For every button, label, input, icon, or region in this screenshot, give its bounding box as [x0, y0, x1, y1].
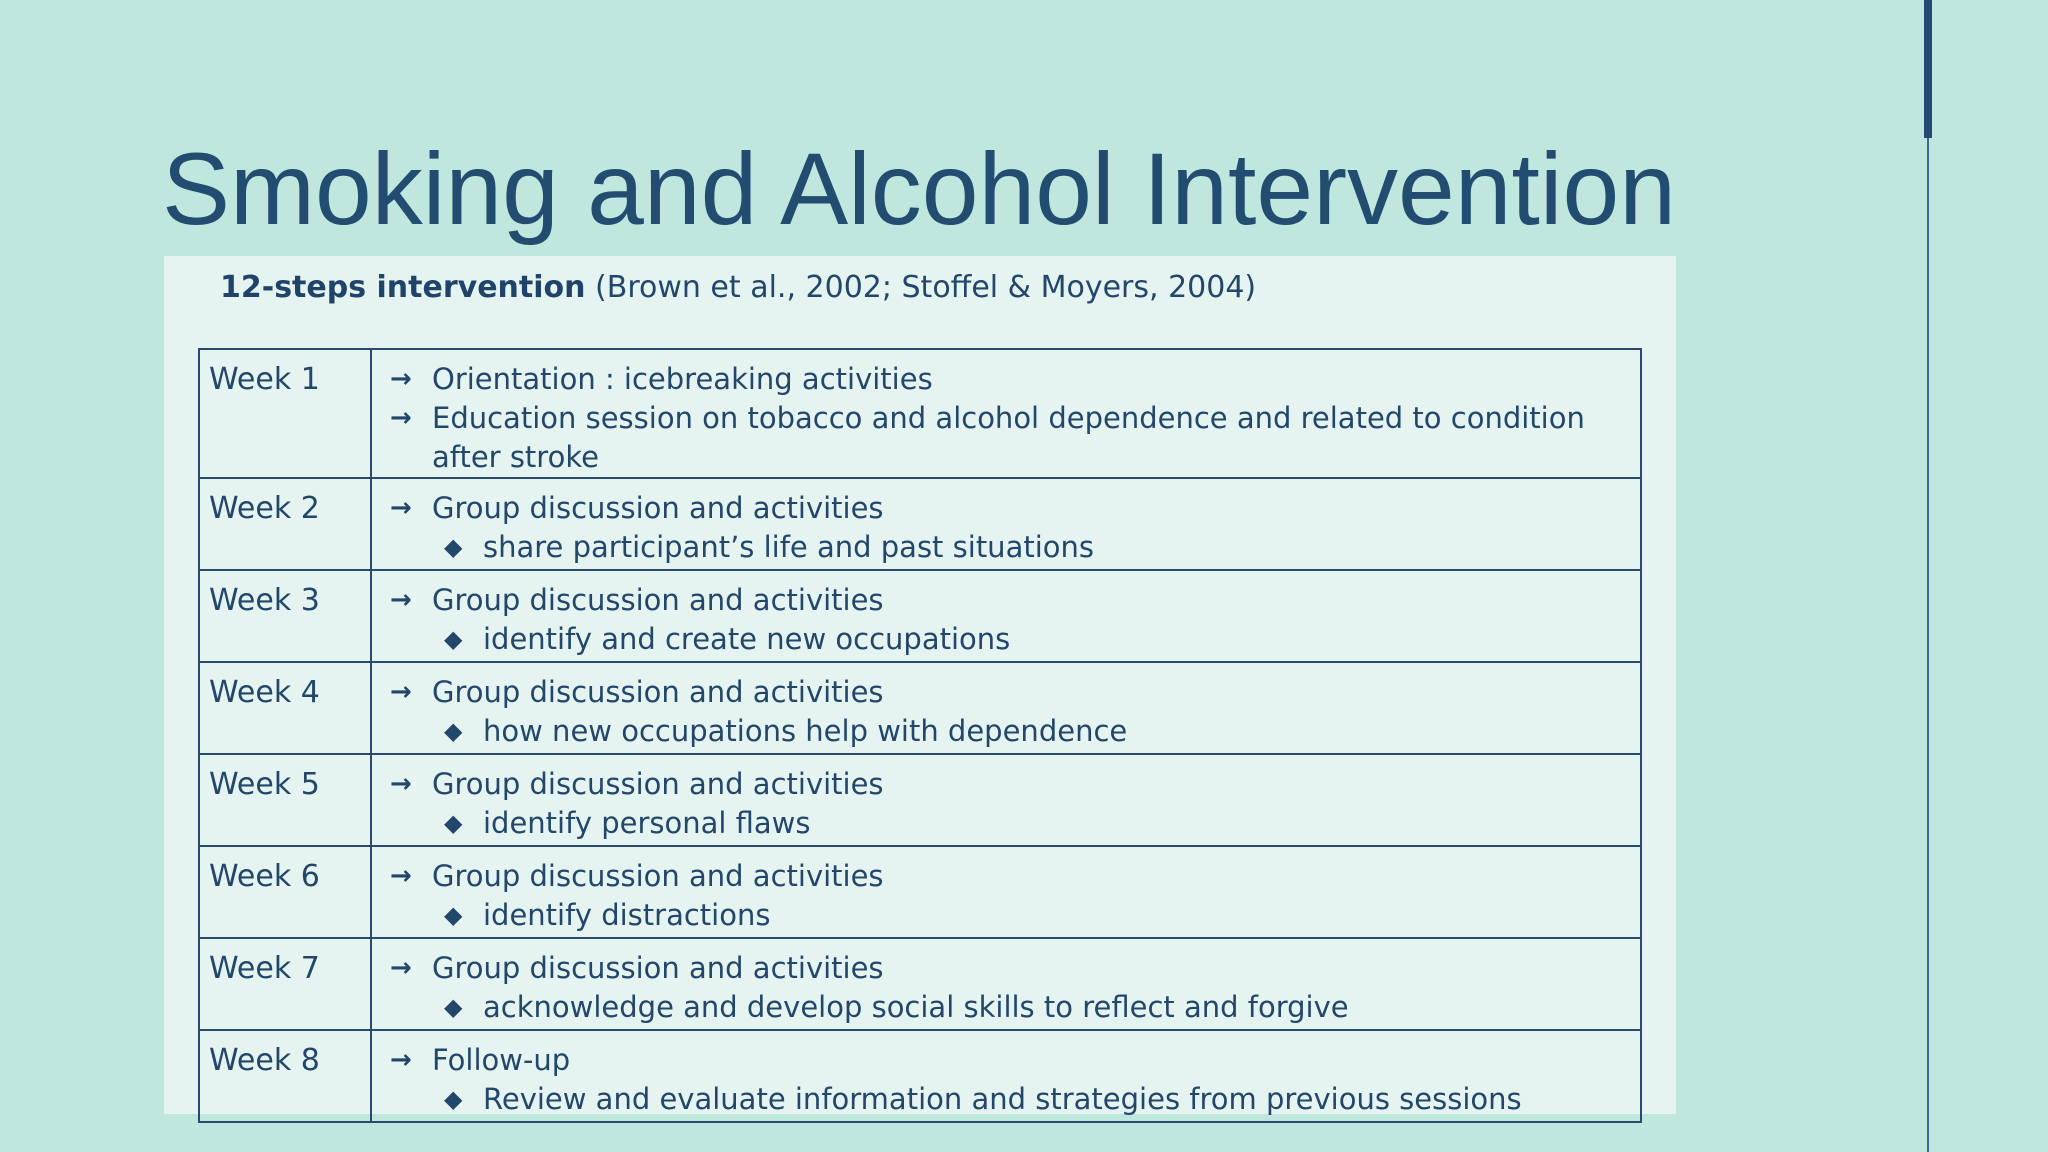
detail-text: share participant’s life and past situations	[483, 530, 1094, 564]
activity-text: Education session on tobacco and alcohol dependence and related to condition after stroke	[432, 401, 1585, 474]
activity-bullet	[372, 489, 1640, 528]
activity-bullet	[372, 399, 1640, 477]
activities-cell	[371, 1030, 1641, 1122]
detail-bullet	[372, 712, 1640, 751]
activities-cell	[371, 662, 1641, 754]
activity-bullet	[372, 1041, 1640, 1080]
detail-text: how new occupations help with dependence	[483, 714, 1128, 748]
accent-line	[1927, 138, 1929, 1152]
week-label: Week 1	[199, 349, 371, 478]
activity-bullet	[372, 765, 1640, 804]
detail-bullet	[372, 620, 1640, 659]
activities-cell	[371, 478, 1641, 570]
accent-bar	[1924, 0, 1932, 138]
detail-text: acknowledge and develop social skills to reflect and forgive	[483, 990, 1349, 1024]
activity-text: Group discussion and activities	[432, 491, 884, 525]
arrow-icon: →	[390, 493, 412, 523]
activities-cell	[371, 754, 1641, 846]
subtitle-citation: (Brown et al., 2002; Stoffel & Moyers, 2004)	[585, 270, 1257, 305]
week-label: Week 8	[199, 1030, 371, 1122]
diamond-icon: ◆	[444, 993, 463, 1021]
detail-text: identify distractions	[483, 898, 771, 932]
table-row	[199, 662, 1641, 754]
table-row	[199, 349, 1641, 478]
detail-bullet	[372, 804, 1640, 843]
activity-bullet	[372, 581, 1640, 620]
detail-text: identify and create new occupations	[483, 622, 1011, 656]
activity-text: Group discussion and activities	[432, 767, 884, 801]
week-label: Week 5	[199, 754, 371, 846]
table-row	[199, 478, 1641, 570]
week-label: Week 6	[199, 846, 371, 938]
diamond-icon: ◆	[444, 533, 463, 561]
activity-bullet	[372, 857, 1640, 896]
detail-bullet	[372, 988, 1640, 1027]
diamond-icon: ◆	[444, 1085, 463, 1113]
table-row	[199, 938, 1641, 1030]
detail-text: Review and evaluate information and strategies from previous sessions	[483, 1082, 1522, 1116]
activities-cell	[371, 846, 1641, 938]
week-label: Week 3	[199, 570, 371, 662]
activity-text: Group discussion and activities	[432, 675, 884, 709]
activities-cell	[371, 570, 1641, 662]
activity-text: Group discussion and activities	[432, 859, 884, 893]
detail-bullet	[372, 528, 1640, 567]
week-label: Week 7	[199, 938, 371, 1030]
intervention-table	[198, 348, 1642, 1123]
week-label: Week 4	[199, 662, 371, 754]
arrow-icon: →	[390, 677, 412, 707]
activity-bullet	[372, 360, 1640, 399]
activity-text: Group discussion and activities	[432, 583, 884, 617]
arrow-icon: →	[390, 585, 412, 615]
diamond-icon: ◆	[444, 809, 463, 837]
slide-title: Smoking and Alcohol Intervention	[162, 132, 1676, 246]
diamond-icon: ◆	[444, 717, 463, 745]
activity-text: Follow-up	[432, 1043, 571, 1077]
detail-text: identify personal flaws	[483, 806, 811, 840]
activity-bullet	[372, 949, 1640, 988]
week-label: Week 2	[199, 478, 371, 570]
table-row	[199, 846, 1641, 938]
arrow-icon: →	[390, 364, 412, 394]
activity-text: Orientation : icebreaking activities	[432, 362, 933, 396]
arrow-icon: →	[390, 861, 412, 891]
intervention-table-body	[199, 349, 1641, 1122]
arrow-icon: →	[390, 769, 412, 799]
diamond-icon: ◆	[444, 625, 463, 653]
subtitle-bold: 12-steps intervention	[220, 270, 586, 305]
detail-bullet	[372, 1080, 1640, 1119]
subtitle	[220, 268, 1256, 307]
arrow-icon: →	[390, 403, 412, 433]
arrow-icon: →	[390, 1045, 412, 1075]
detail-bullet	[372, 896, 1640, 935]
table-row	[199, 754, 1641, 846]
diamond-icon: ◆	[444, 901, 463, 929]
activity-bullet	[372, 673, 1640, 712]
arrow-icon: →	[390, 953, 412, 983]
table-row	[199, 1030, 1641, 1122]
activities-cell	[371, 938, 1641, 1030]
content-panel	[164, 256, 1676, 1114]
activities-cell	[371, 349, 1641, 478]
activity-text: Group discussion and activities	[432, 951, 884, 985]
table-row	[199, 570, 1641, 662]
